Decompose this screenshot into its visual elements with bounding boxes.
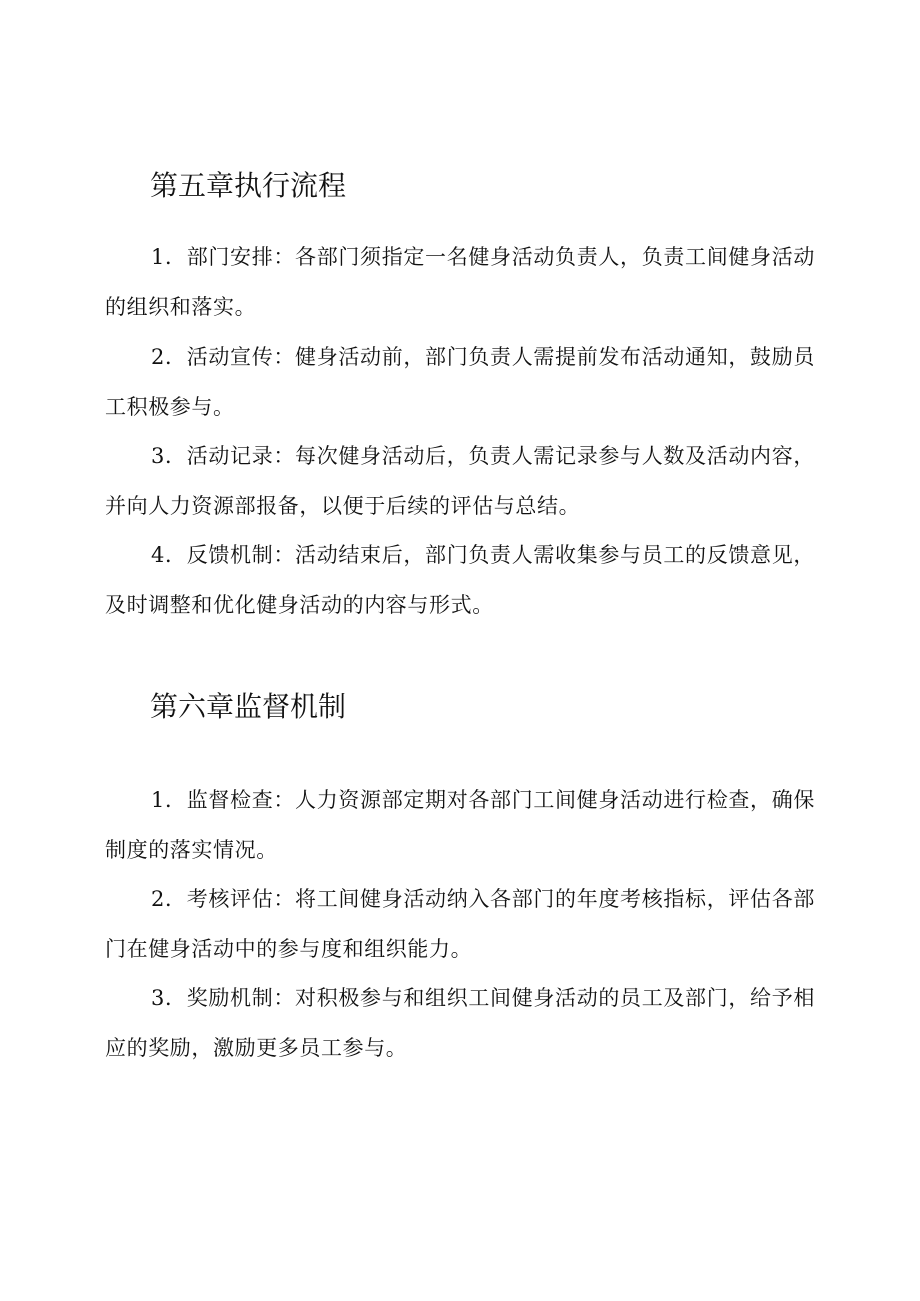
chapter-6-item-2: 2．考核评估：将工间健身活动纳入各部门的年度考核指标，评估各部门在健身活动中的参与度和组织能力。 <box>105 887 815 961</box>
chapter-5-item-2: 2．活动宣传：健身活动前，部门负责人需提前发布活动通知，鼓励员工积极参与。 <box>105 345 815 419</box>
chapter-5-title: 第五章执行流程 <box>150 169 347 202</box>
chapter-6-title: 第六章监督机制 <box>150 690 347 723</box>
chapter-6-item-1: 1．监督检查：人力资源部定期对各部门工间健身活动进行检查，确保制度的落实情况。 <box>105 788 815 862</box>
chapter-6-item-3: 3．奖励机制：对积极参与和组织工间健身活动的员工及部门，给予相应的奖励，激励更多员工参与。 <box>105 986 815 1060</box>
chapter-5-item-3: 3．活动记录：每次健身活动后，负责人需记录参与人数及活动内容，并向人力资源部报备，以便于后续的评估与总结。 <box>105 444 815 518</box>
chapter-5-item-1: 1．部门安排：各部门须指定一名健身活动负责人，负责工间健身活动的组织和落实。 <box>105 245 815 319</box>
chapter-5-item-4: 4．反馈机制：活动结束后，部门负责人需收集参与员工的反馈意见，及时调整和优化健身活动的内容与形式。 <box>105 543 815 617</box>
